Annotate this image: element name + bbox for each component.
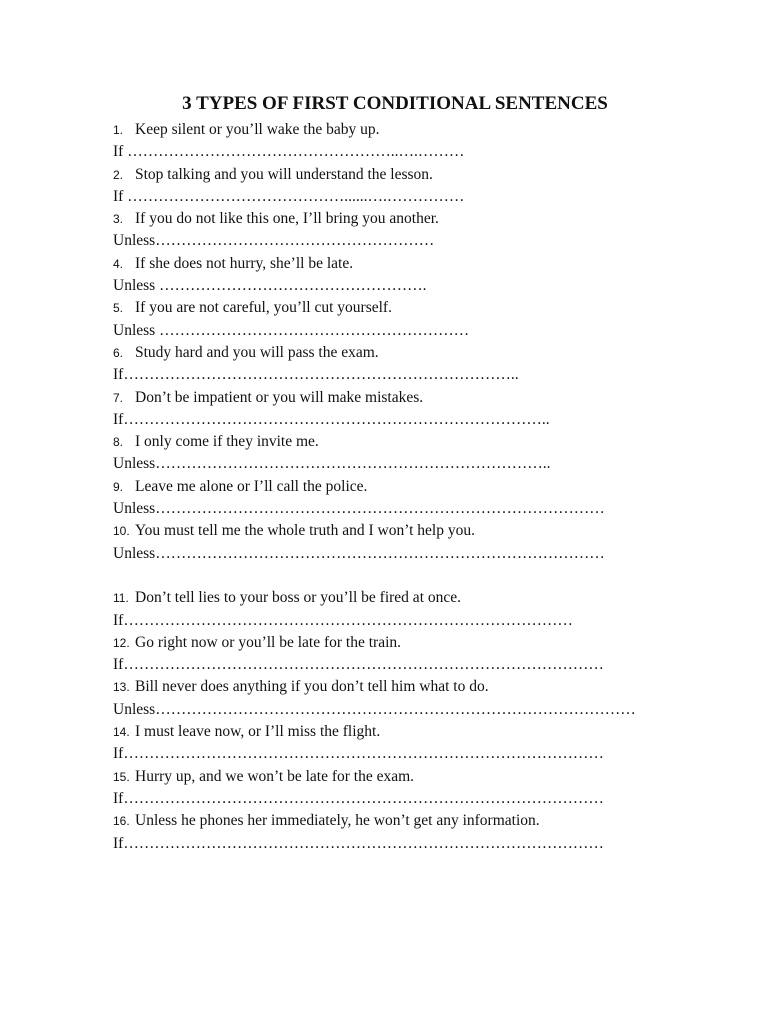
prompt-sentence: If you are not careful, you’ll cut yourself.: [135, 299, 392, 317]
prompt-sentence: You must tell me the whole truth and I won’t help you.: [135, 522, 475, 540]
prompt-line: [113, 119, 733, 141]
exercise-item-12: [113, 632, 733, 677]
item-number: 7.: [113, 390, 124, 405]
prompt-sentence: Keep silent or you’ll wake the baby up.: [135, 121, 380, 138]
prompt-sentence: Leave me alone or I’ll call the police.: [135, 477, 368, 495]
prompt-line: [113, 297, 733, 319]
prompt-line: [113, 587, 733, 609]
answer-line: If…………………………………………………………………………………: [113, 656, 604, 674]
prompt-sentence: Study hard and you will pass the exam.: [135, 343, 379, 361]
item-number: 4.: [113, 256, 124, 271]
page-title: 3 TYPES OF FIRST CONDITIONAL SENTENCES: [182, 93, 608, 114]
item-number: 13.: [113, 680, 130, 695]
answer-line: If ……………………………………......….……………: [113, 187, 465, 205]
answer-line: Unless …………………………………………….: [113, 277, 427, 295]
prompt-line: [113, 208, 733, 230]
prompt-sentence: Hurry up, and we won’t be late for the exam.: [135, 767, 415, 785]
prompt-line: [113, 766, 733, 788]
answer-line: If…………………………………………………………………………………: [113, 834, 604, 852]
item-number: 6.: [113, 345, 124, 360]
exercise-list: [113, 119, 733, 855]
answer-line: Unless…………………………………………………………………..: [113, 455, 551, 473]
answer-line: Unless……………………………………………………………………………: [113, 500, 605, 518]
exercise-item-11: [113, 587, 733, 632]
prompt-line: [113, 387, 733, 409]
exercise-item-16: [113, 810, 733, 855]
answer-line: If…………………………………………………………………………………: [113, 789, 604, 807]
prompt-line: [113, 253, 733, 275]
exercise-item-6: [113, 342, 733, 387]
item-number: 5.: [113, 301, 124, 316]
exercise-item-3: [113, 208, 733, 253]
exercise-item-14: [113, 721, 733, 766]
prompt-sentence: Don’t tell lies to your boss or you’ll be fired at once.: [135, 589, 462, 607]
exercise-item-4: [113, 253, 733, 298]
prompt-sentence: Unless he phones her immediately, he won’t get any information.: [135, 812, 540, 830]
answer-line: If…………………………………………………………………..: [113, 366, 519, 384]
blank-line: [113, 565, 733, 587]
item-number: 10.: [113, 524, 130, 539]
prompt-sentence: If you do not like this one, I’ll bring you another.: [135, 210, 439, 228]
exercise-item-1: [113, 119, 733, 164]
prompt-sentence: If she does not hurry, she’ll be late.: [135, 254, 354, 272]
prompt-sentence: I only come if they invite me.: [135, 433, 319, 451]
exercise-item-2: [113, 164, 733, 209]
item-number: 1.: [113, 123, 124, 137]
item-number: 11.: [113, 591, 129, 606]
item-number: 12.: [113, 635, 130, 650]
prompt-line: [113, 342, 733, 364]
exercise-item-9: [113, 476, 733, 521]
answer-line: Unless…………………………………………………………………………………: [113, 700, 636, 718]
prompt-sentence: Don’t be impatient or you will make mistakes.: [135, 388, 424, 406]
prompt-sentence: I must leave now, or I’ll miss the flight.: [135, 723, 381, 741]
item-number: 2.: [113, 167, 124, 182]
exercise-item-13: [113, 676, 733, 721]
prompt-sentence: Go right now or you’ll be late for the train.: [135, 633, 402, 651]
item-number: 8.: [113, 435, 124, 450]
exercise-item-10: [113, 520, 733, 565]
exercise-item-5: [113, 297, 733, 342]
prompt-line: [113, 810, 733, 832]
answer-line: If………………………………………………………………………..: [113, 410, 550, 428]
item-number: 16.: [113, 814, 130, 829]
item-number: 15.: [113, 769, 130, 784]
answer-line: Unless ……………………………………………………: [113, 321, 470, 339]
item-number: 9.: [113, 479, 124, 494]
prompt-line: [113, 632, 733, 654]
exercise-item-7: [113, 387, 733, 432]
prompt-line: [113, 431, 733, 453]
answer-line: If ……………………………………………..….………: [113, 143, 465, 161]
prompt-line: [113, 164, 733, 186]
exercise-item-8: [113, 431, 733, 476]
answer-line: If…………………………………………………………………………………: [113, 745, 604, 763]
answer-line: Unless………………………………………………: [113, 232, 435, 250]
prompt-line: [113, 476, 733, 498]
answer-line: Unless……………………………………………………………………………: [113, 544, 605, 562]
prompt-line: [113, 721, 733, 743]
item-number: 3.: [113, 212, 124, 227]
answer-line: If……………………………………………………………………………: [113, 611, 573, 629]
prompt-line: [113, 520, 733, 542]
exercise-item-15: [113, 766, 733, 811]
prompt-sentence: Stop talking and you will understand the lesson.: [135, 165, 433, 183]
prompt-sentence: Bill never does anything if you don’t tell him what to do.: [135, 678, 489, 696]
prompt-line: [113, 676, 733, 698]
item-number: 14.: [113, 725, 130, 740]
